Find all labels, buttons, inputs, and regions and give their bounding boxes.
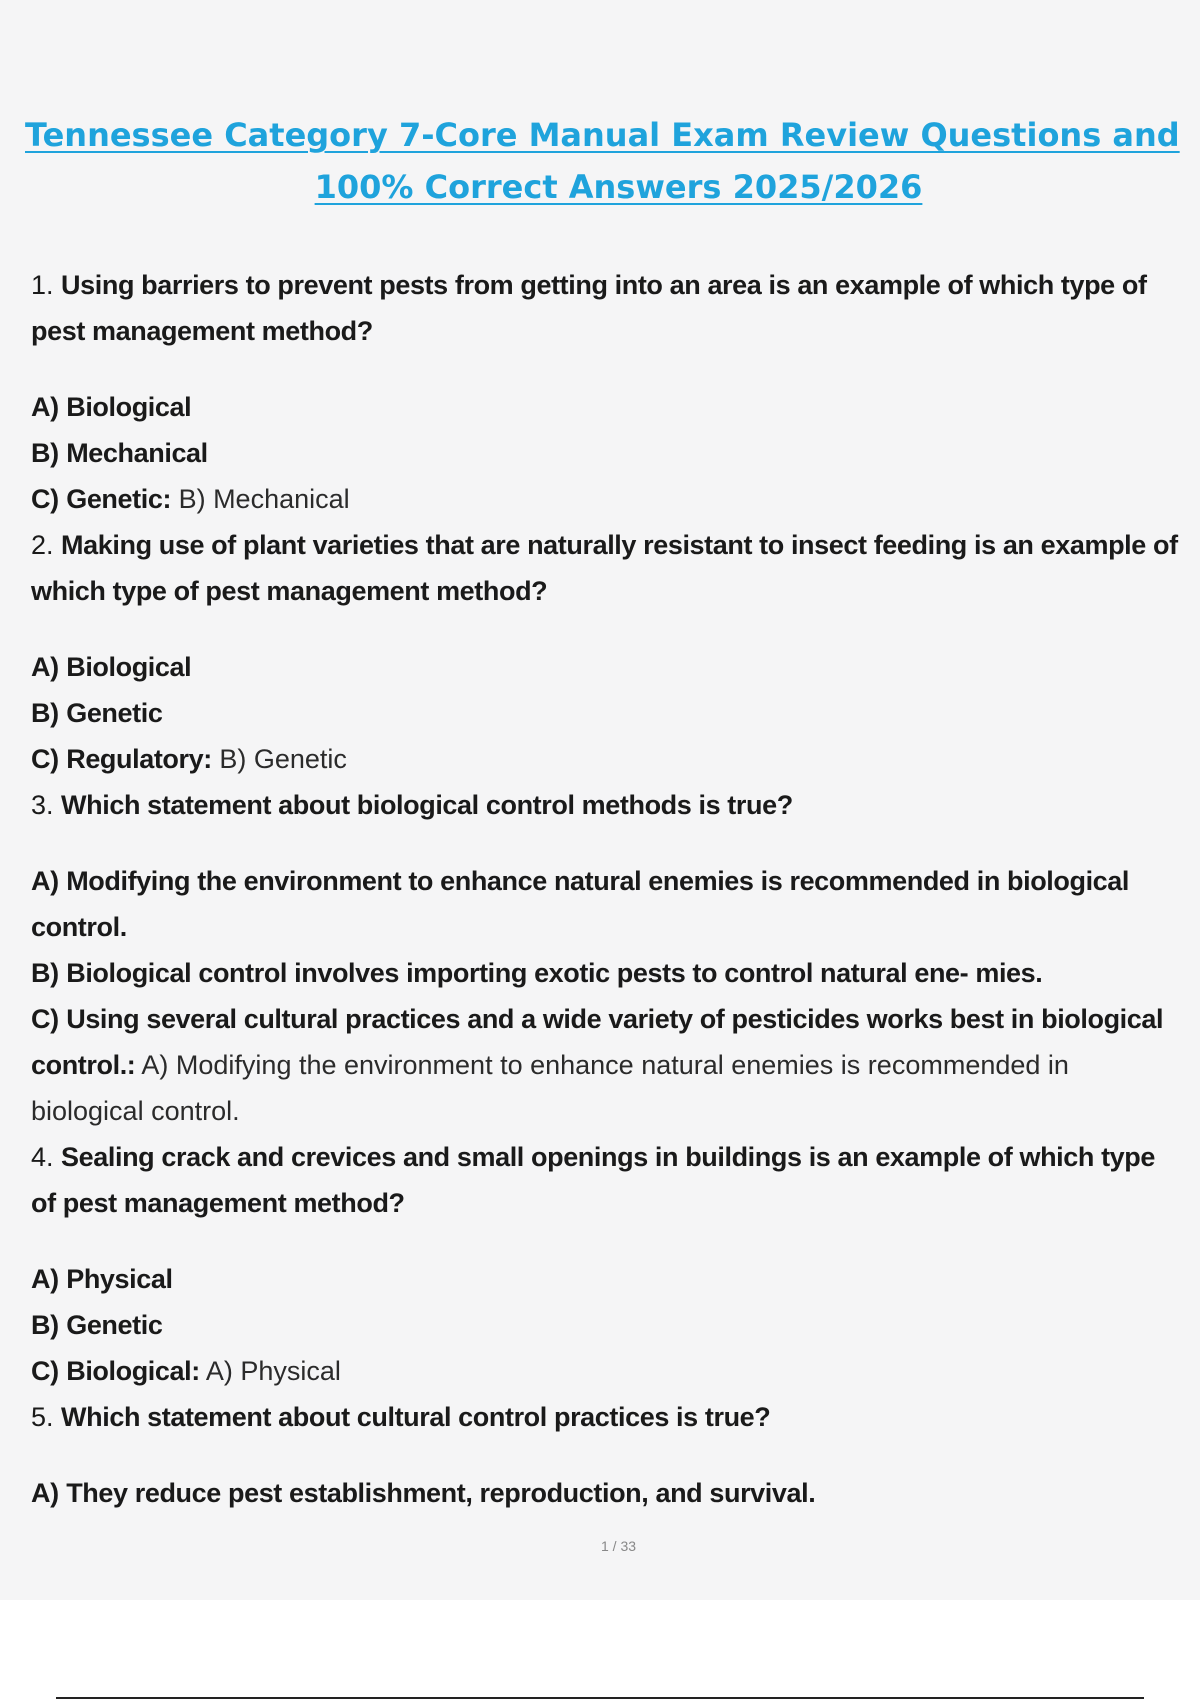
- option-b: B) Genetic: [31, 1310, 163, 1340]
- option-c: C) Biological: A) Physical: [31, 1356, 341, 1386]
- option-list: [31, 1256, 1181, 1394]
- question-prompt: Which statement about cultural control practices is true?: [61, 1402, 771, 1432]
- option-b: B) Biological control involves importing exotic pests to control natural ene- mies.: [31, 958, 1043, 988]
- question-prompt: Using barriers to prevent pests from getting into an area is an example of which type of pest management method?: [31, 270, 1147, 346]
- option-a: A) Physical: [31, 1264, 173, 1294]
- question-prompt: Making use of plant varieties that are naturally resistant to insect feeding is an example of which type of pest management method?: [31, 530, 1178, 606]
- question-1: [31, 262, 1181, 522]
- question-4: [31, 1134, 1181, 1394]
- question-number: 1.: [31, 270, 54, 300]
- option-c: C) Using several cultural practices and a wide variety of pesticides works best in biological control.: A) Modifying the environment to enhance natural enemies is recommended in biological control.: [31, 1004, 1164, 1126]
- answer-text: B) Genetic: [219, 744, 347, 774]
- option-c: C) Genetic: B) Mechanical: [31, 484, 350, 514]
- option-a: A) Biological: [31, 652, 192, 682]
- question-3: [31, 782, 1181, 1134]
- question-number: 4.: [31, 1142, 54, 1172]
- option-a: A) They reduce pest establishment, reproduction, and survival.: [31, 1478, 816, 1508]
- page-number: 1 / 33: [600, 1538, 637, 1554]
- question-text: [31, 1394, 1181, 1440]
- questions-list: [31, 262, 1181, 1516]
- option-c: C) Regulatory: B) Genetic: [31, 744, 347, 774]
- question-5: [31, 1394, 1181, 1516]
- next-page-rule: [56, 1697, 1144, 1699]
- question-prompt: Which statement about biological control methods is true?: [61, 790, 793, 820]
- option-list: [31, 858, 1181, 1134]
- answer-text: A) Modifying the environment to enhance natural enemies is recommended in biological control.: [31, 1050, 1069, 1126]
- question-number: 2.: [31, 530, 54, 560]
- option-b: B) Mechanical: [31, 438, 208, 468]
- option-a: A) Modifying the environment to enhance natural enemies is recommended in biological control.: [31, 866, 1130, 942]
- document-title-line-2: 100% Correct Answers 2025/2026: [314, 168, 923, 206]
- option-list: [31, 1470, 1181, 1516]
- document-title-line-1: Tennessee Category 7-Core Manual Exam Review Questions and: [25, 116, 1180, 154]
- question-text: [31, 782, 1181, 828]
- question-prompt: Sealing crack and crevices and small openings in buildings is an example of which type of pest management method?: [31, 1142, 1155, 1218]
- question-text: [31, 522, 1181, 614]
- question-text: [31, 1134, 1181, 1226]
- question-text: [31, 262, 1181, 354]
- answer-text: A) Physical: [205, 1356, 341, 1386]
- question-number: 3.: [31, 790, 54, 820]
- option-b: B) Genetic: [31, 698, 163, 728]
- option-list: [31, 384, 1181, 522]
- option-list: [31, 644, 1181, 782]
- option-a: A) Biological: [31, 392, 192, 422]
- answer-text: B) Mechanical: [178, 484, 350, 514]
- question-2: [31, 522, 1181, 782]
- question-number: 5.: [31, 1402, 54, 1432]
